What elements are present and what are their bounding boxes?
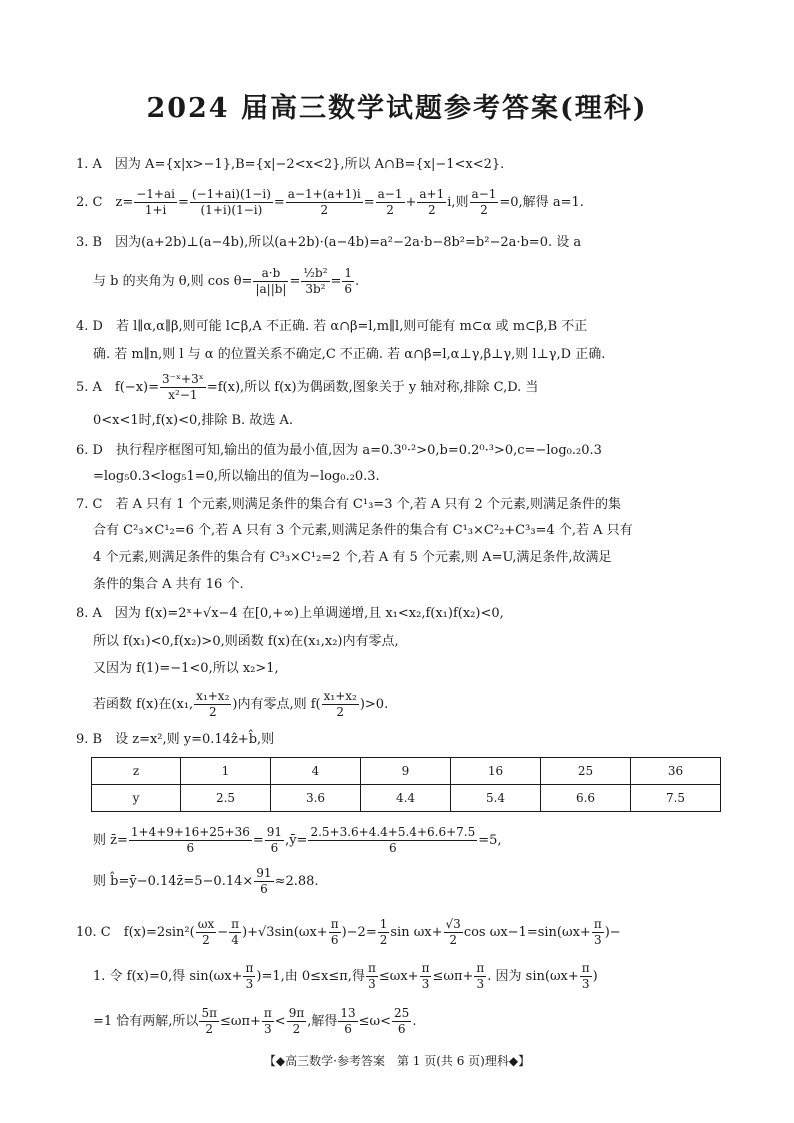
- fraction: $\frac{1+4+9+16+25+36}{6}$: [130, 825, 250, 855]
- answer-10-line-2: 1. 令 f(x)=0,得 sin(ωx+ $\frac{\pi}{3}$ )=1,由 0≤x≤π,得 $\frac{\pi}{3}$ ≤ωx+ $\frac{\pi}{3}$ ≤ωπ+ $\frac{\pi}{3}$ . 因为 sin(ωx+ $\frac{\pi}{3}$ ): [93, 961, 598, 991]
- answer-9-line-2: 则 z̄= $\frac{1+4+9+16+25+36}{6}$ = $\frac{91}{6}$ ,ȳ= $\frac{2.5+3.6+4.4+5.4+6.6+7.5}{6}$ =5,: [93, 825, 502, 855]
- fraction: $\frac{9\pi}{2}$: [288, 1006, 305, 1036]
- answer-5-line-2: 0<x<1时,f(x)<0,排除 B. 故选 A.: [93, 413, 293, 428]
- fraction: $\frac{25}{6}$: [394, 1006, 410, 1036]
- table-cell: 36: [631, 758, 721, 785]
- answer-7-line-3: 4 个元素,则满足条件的集合有 C³₃×C¹₂=2 个,若 A 有 5 个元素,则 A=U,满足条件,故满足: [93, 550, 612, 565]
- answer-8-line-1: 8. A 因为 f(x)=2ˣ+√x−4 在[0,+∞)上单调递增,且 x₁<x₂,f(x₁)f(x₂)<0,: [76, 606, 504, 621]
- answer-8-line-3: 又因为 f(1)=−1<0,所以 x₂>1,: [93, 661, 279, 676]
- fraction: $\frac{\pi}{3}$: [593, 917, 602, 947]
- fraction: $\frac{a-1}{2}$: [377, 187, 403, 217]
- answer-6-line-1: 6. D 执行程序框图可知,输出的值为最小值,因为 a=0.3⁰·²>0,b=0.2⁰·³>0,c=−log₀.₂0.3: [76, 443, 602, 458]
- answer-5-line-1: 5. A f(−x)= $\frac{\text{3⁻ˣ+3ˣ}}{\text{x²−1}}$ =f(x),所以 f(x)为偶函数,图象关于 y 轴对称,排除 C,D. 当: [76, 372, 539, 402]
- table-cell: 5.4: [451, 785, 541, 812]
- table-cell: 25: [541, 758, 631, 785]
- fraction: $\frac{a-1}{2}$: [471, 187, 497, 217]
- table-cell: 4.4: [361, 785, 451, 812]
- answer-8-line-4: 若函数 f(x)在(x₁, $\frac{\text{x₁+x₂}}{2}$ )内有零点,则 f( $\frac{\text{x₁+x₂}}{2}$ )>0.: [93, 689, 389, 719]
- answer-7-line-1: 7. C 若 A 只有 1 个元素,则满足条件的集合有 C¹₃=3 个,若 A 只有 2 个元素,则满足条件的集: [76, 497, 622, 512]
- table-cell: z: [92, 758, 181, 785]
- answer-9-head: 9. B 设 z=x²,则 y=0.14ẑ+b̂,则: [76, 732, 275, 747]
- fraction: $\frac{\pi}{3}$: [367, 961, 376, 991]
- fraction: $\frac{\omega x}{2}$: [197, 917, 215, 947]
- answer-7-line-2: 合有 C²₃×C¹₂=6 个,若 A 只有 3 个元素,则满足条件的集合有 C¹₃×C²₂+C³₃=4 个,若 A 只有: [93, 523, 633, 538]
- answer-1: 1. A 因为 A={x|x>−1},B={x|−2<x<2},所以 A∩B={x|−1<x<2}.: [76, 157, 505, 172]
- data-table: [91, 757, 721, 812]
- table-row: [92, 758, 721, 785]
- answer-3-line-2: 与 b 的夹角为 θ,则 cos θ= $\frac{a\cdot b}{|a||b|}$ = $\frac{\text{½b²}}{\text{3b²}}$ = $\frac{1}{6}$ .: [93, 266, 360, 296]
- fraction: $\frac{a\cdot b}{|a||b|}$: [255, 266, 287, 296]
- table-row: [92, 785, 721, 812]
- fraction: $\frac{\pi}{3}$: [263, 1006, 272, 1036]
- fraction: $\frac{-1+ai}{1+i}$: [136, 187, 175, 217]
- answer-8-line-2: 所以 f(x₁)<0,f(x₂)>0,则函数 f(x)在(x₁,x₂)内有零点,: [93, 634, 399, 649]
- fraction: $\frac{2.5+3.6+4.4+5.4+6.6+7.5}{6}$: [310, 825, 476, 855]
- answer-9-line-3: 则 b̂=ȳ−0.14z̄=5−0.14× $\frac{91}{6}$ ≈2.88.: [93, 866, 319, 896]
- fraction: $\frac{\text{½b²}}{\text{3b²}}$: [303, 266, 328, 296]
- fraction: $\frac{\text{x₁+x₂}}{2}$: [323, 689, 357, 719]
- answer-3-line-1: 3. B 因为(a+2b)⊥(a−4b),所以(a+2b)·(a−4b)=a²−2a·b−8b²=b²−2a·b=0. 设 a: [76, 235, 582, 250]
- fraction: $\frac{\pi}{3}$: [421, 961, 430, 991]
- answer-4-line-1: 4. D 若 l∥α,α∥β,则可能 l⊂β,A 不正确. 若 α∩β=l,m∥l,则可能有 m⊂α 或 m⊂β,B 不正: [76, 319, 588, 334]
- fraction: $\frac{13}{6}$: [340, 1006, 356, 1036]
- table-cell: 3.6: [271, 785, 361, 812]
- fraction: $\frac{\pi}{6}$: [330, 917, 339, 947]
- answer-7-line-4: 条件的集合 A 共有 16 个.: [93, 577, 244, 592]
- fraction: $\frac{\text{3⁻ˣ+3ˣ}}{\text{x²−1}}$: [162, 372, 204, 402]
- answer-2: 2. C z= $\frac{-1+ai}{1+i}$ = $\frac{(-1+ai)(1-i)}{(1+i)(1-i)}$ = $\frac{a-1+(a+1)i}{2}$ = $\frac{a-1}{2}$ + $\frac{a+1}{2}$ i,则 $\frac{a-1}{2}$ =0,解得 a=1.: [76, 187, 584, 217]
- table-cell: y: [92, 785, 181, 812]
- table-cell: 6.6: [541, 785, 631, 812]
- answer-2-head: 2. C z=: [76, 195, 134, 210]
- table-cell: 7.5: [631, 785, 721, 812]
- fraction: $\frac{a-1+(a+1)i}{2}$: [287, 187, 361, 217]
- fraction: $\frac{\pi}{3}$: [476, 961, 485, 991]
- fraction: $\frac{\pi}{3}$: [245, 961, 254, 991]
- fraction: $\frac{\text{x₁+x₂}}{2}$: [196, 689, 230, 719]
- table-cell: 16: [451, 758, 541, 785]
- table-cell: 9: [361, 758, 451, 785]
- fraction: $\frac{(-1+ai)(1-i)}{(1+i)(1-i)}$: [191, 187, 271, 217]
- answer-10-line-1: 10. C f(x)=2sin²( $\frac{\omega x}{2}$ − $\frac{\pi}{4}$ )+√3sin(ωx+ $\frac{\pi}{6}$ )−2= $\frac{1}{2}$ sin ωx+ $\frac{√3}{2}$ cos ωx−1=sin(ωx+ $\frac{\pi}{3}$ )−: [76, 917, 621, 947]
- page-footer: 【◆高三数学·参考答案 第 1 页(共 6 页)理科◆】: [263, 1054, 531, 1068]
- fraction: $\frac{\pi}{4}$: [231, 917, 240, 947]
- fraction: $\frac{1}{2}$: [379, 917, 388, 947]
- answer-10-line-3: =1 恰有两解,所以 $\frac{5\pi}{2}$ ≤ωπ+ $\frac{\pi}{3}$ < $\frac{9\pi}{2}$ ,解得 $\frac{13}{6}$ ≤ω< $\frac{25}{6}$ .: [93, 1006, 417, 1036]
- fraction: $\frac{91}{6}$: [266, 825, 283, 855]
- table-cell: 1: [181, 758, 271, 785]
- fraction: $\frac{91}{6}$: [256, 866, 272, 896]
- fraction: $\frac{a+1}{2}$: [419, 187, 445, 217]
- fraction: $\frac{1}{6}$: [344, 266, 353, 296]
- answer-6-line-2: =log₅0.3<log₅1=0,所以输出的值为−log₀.₂0.3.: [93, 469, 380, 484]
- fraction: $\frac{√3}{2}$: [445, 917, 461, 947]
- fraction: $\frac{5\pi}{2}$: [201, 1006, 217, 1036]
- table-cell: 4: [271, 758, 361, 785]
- page-title: 2024 届高三数学试题参考答案(理科): [146, 93, 648, 124]
- table-cell: 2.5: [181, 785, 271, 812]
- answer-4-line-2: 确. 若 m∥n,则 l 与 α 的位置关系不确定,C 不正确. 若 α∩β=l,α⊥γ,β⊥γ,则 l⊥γ,D 正确.: [93, 347, 606, 362]
- fraction: $\frac{\pi}{3}$: [581, 961, 590, 991]
